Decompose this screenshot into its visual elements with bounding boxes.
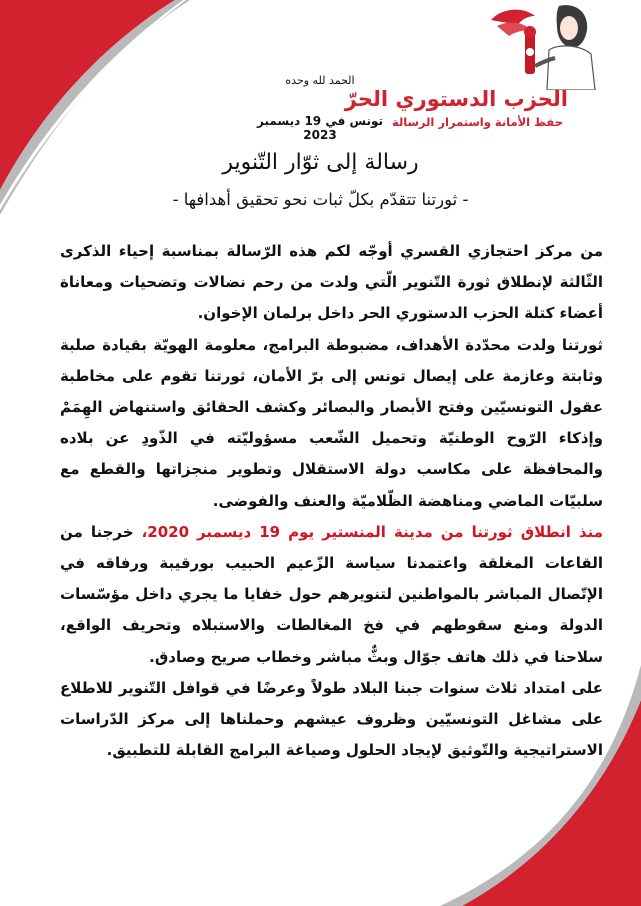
letter-body <box>60 236 603 766</box>
paragraph-2: ثورتنا ولدت محدّدة الأهداف، مضبوطة البرامج، معلومة الهويّة بقيادة صلبة وثابتة وعازمة على إيصال تونس إلى برّ الأمان، ثورتنا تقوم على مخاطبة عقول التونسيّين وفتح الأبصار والبصائر وكشف الحقائق واستنهاض الهِمَمْ وإذكاء الرّوح الوطنيّة وتحميل الشّعب مسؤوليّته في الذّودِ عن بلاده والمحافظة على مكاسب دولة الاستقلال وتطوير منجزاتها والقطع مع سلبيّات الماضي ومناهضة الظّلاميّة والعنف والفوضى. <box>60 335 603 510</box>
letter-title: رسالة إلى ثوّار التّنوير <box>222 150 419 175</box>
paragraph-1: من مركز احتجازي القسري أوجّه لكم هذه الرّسالة بمناسبة إحياء الذكرى الثّالثة لإنطلاق ثورة التّنوير الّتي ولدت من رحم نضالات وتضحيات ومعاناة أعضاء كتلة الحزب الدستوري الحر داخل برلمان الإخوان. <box>60 242 603 323</box>
invocation: الحمد لله وحده <box>285 74 355 87</box>
paragraph-3-text: خرجنا من القاعات المغلقة واعتمدنا سياسة الزّعيم الحبيب بورقيبة ورفاقه في الإتّصال المباشر بالمواطنين لتنويرهم حول خفايا ما يجري داخل مؤسّسات الدولة ومنع سقوطهم في فخ المغالطات والاستبلاه وتحريف الواقع، سلاحنا في ذلك هاتف جوّال وبثٌّ مباشر وخطاب صريح وصادق. <box>60 522 603 666</box>
paragraph-3 <box>60 517 603 673</box>
torch-bearer-icon <box>483 2 603 90</box>
party-name: الحزب الدستوري الحرّ <box>344 87 568 111</box>
paragraph-4: على امتداد ثلاث سنوات جبنا البلاد طولاً وعرضًا في قوافل التّنوير للاطلاع على مشاغل التونسيّين وظروف عيشهم وحملناها إلى مركز الدّراسات الاستراتيجية والتّوثيق لإيجاد الحلول وصياغة البرامج القابلة للتطبيق. <box>60 678 603 760</box>
party-slogan: حفظ الأمانة واستمرار الرسالة <box>392 115 563 129</box>
highlighted-date-phrase: منذ انطلاق ثورتنا من مدينة المنستير يوم 19 ديسمبر 2020، <box>141 522 603 541</box>
place-date: تونس في 19 ديسمبر 2023 <box>256 114 384 142</box>
party-logo <box>344 0 641 140</box>
letter-subtitle: - ثورتنا تتقدّم بكلّ ثبات نحو تحقيق أهدافها - <box>172 190 469 209</box>
